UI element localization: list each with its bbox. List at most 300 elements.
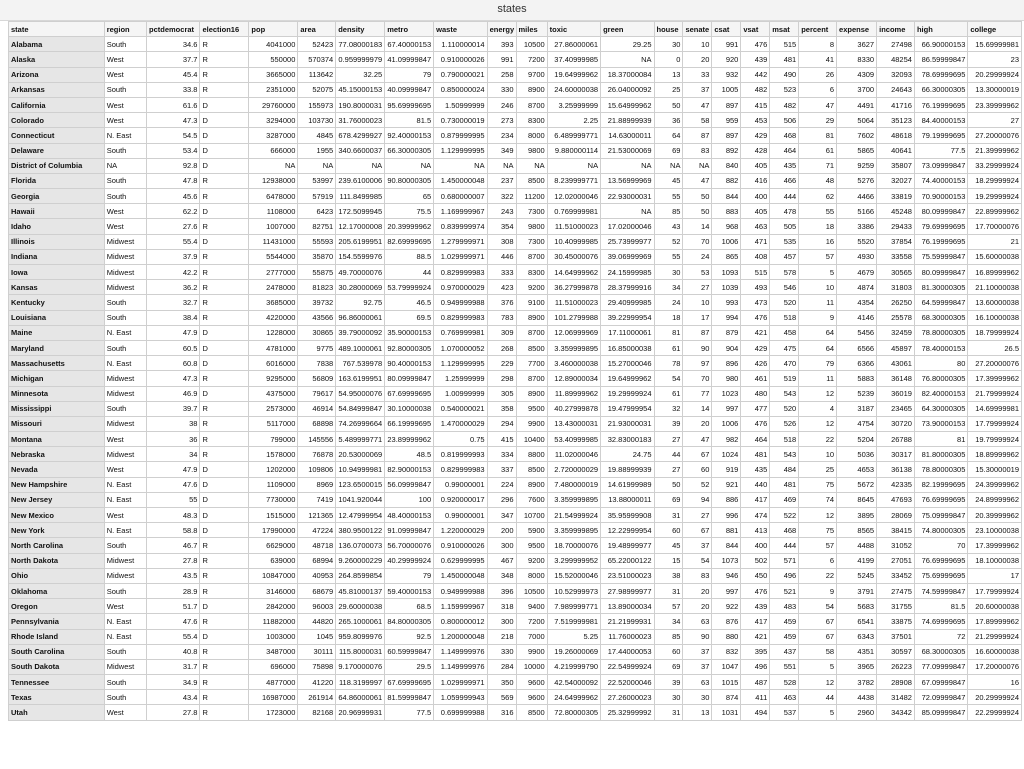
table-cell-energy[interactable]: 316 [487,705,516,720]
table-cell-house[interactable]: 39 [654,675,683,690]
table-cell-vsat[interactable]: 463 [741,219,770,234]
table-cell-college[interactable]: 17.39999962 [968,371,1022,386]
table-cell-college[interactable]: 33.29999924 [968,158,1022,173]
table-cell-vsat[interactable]: 471 [741,234,770,249]
table-cell-high[interactable]: 85.09999847 [914,705,967,720]
table-cell-election16[interactable]: D [200,113,249,128]
table-row[interactable] [9,37,1022,52]
table-cell-vsat[interactable]: 476 [741,37,770,52]
table-cell-msat[interactable]: 437 [770,644,799,659]
table-cell-miles[interactable]: 8000 [516,128,547,143]
table-cell-election16[interactable]: R [200,280,249,295]
table-cell-election16[interactable]: R [200,690,249,705]
table-cell-college[interactable]: 20.29999924 [968,67,1022,82]
table-cell-area[interactable]: 68898 [298,416,336,431]
table-cell-percent[interactable]: 9 [799,583,837,598]
table-cell-percent[interactable]: 11 [799,295,837,310]
column-header-area[interactable]: area [298,22,336,37]
table-cell-area[interactable]: 6423 [298,204,336,219]
table-cell-miles[interactable]: 9700 [516,67,547,82]
table-cell-percent[interactable]: 75 [799,477,837,492]
table-cell-metro[interactable]: 65 [385,189,434,204]
table-cell-senate[interactable]: 37 [683,659,712,674]
table-cell-percent[interactable]: 57 [799,249,837,264]
table-cell-density[interactable]: 265.1000061 [336,614,385,629]
table-cell-pctdemocrat[interactable]: 28.9 [147,583,200,598]
table-cell-miles[interactable]: 9500 [516,538,547,553]
table-cell-waste[interactable]: 0.540000021 [434,401,487,416]
table-cell-green[interactable]: 22.93000031 [601,189,654,204]
table-cell-election16[interactable]: R [200,568,249,583]
table-cell-toxic[interactable]: 8.239999771 [547,173,600,188]
table-row[interactable] [9,249,1022,264]
table-cell-percent[interactable]: 48 [799,173,837,188]
table-cell-energy[interactable]: 268 [487,340,516,355]
table-cell-region[interactable]: N. East [104,325,146,340]
table-cell-density[interactable]: 54.84999847 [336,401,385,416]
table-cell-density[interactable]: 39.79000092 [336,325,385,340]
table-cell-area[interactable]: 113642 [298,67,336,82]
table-cell-percent[interactable]: 11 [799,371,837,386]
table-cell-high[interactable]: 70 [914,538,967,553]
table-cell-toxic[interactable]: 7.519999981 [547,614,600,629]
table-cell-toxic[interactable]: 2.25 [547,113,600,128]
table-cell-election16[interactable]: D [200,477,249,492]
table-cell-msat[interactable]: 537 [770,705,799,720]
table-cell-toxic[interactable]: 19.64999962 [547,67,600,82]
table-cell-college[interactable]: 24.89999962 [968,492,1022,507]
table-cell-energy[interactable]: 300 [487,538,516,553]
table-cell-density[interactable]: 77.08000183 [336,37,385,52]
table-cell-expense[interactable]: 4438 [837,690,877,705]
table-cell-waste[interactable]: 0.829999983 [434,310,487,325]
table-cell-pctdemocrat[interactable]: 34 [147,447,200,462]
table-cell-metro[interactable]: 48.40000153 [385,508,434,523]
table-cell-high[interactable]: 79.69999695 [914,219,967,234]
table-row[interactable] [9,158,1022,173]
table-cell-high[interactable]: 70.90000153 [914,189,967,204]
table-cell-pctdemocrat[interactable]: 34.9 [147,675,200,690]
table-cell-metro[interactable]: 66.19999695 [385,416,434,431]
table-cell-expense[interactable]: 3965 [837,659,877,674]
row-label-cell[interactable]: Texas [9,690,105,705]
table-cell-election16[interactable]: D [200,356,249,371]
table-cell-income[interactable]: 31052 [877,538,915,553]
table-cell-msat[interactable]: 481 [770,52,799,67]
table-cell-pctdemocrat[interactable]: 43.5 [147,568,200,583]
table-cell-expense[interactable]: 3627 [837,37,877,52]
row-label-cell[interactable]: District of Columbia [9,158,105,173]
table-cell-college[interactable]: 26.5 [968,340,1022,355]
table-row[interactable] [9,416,1022,431]
table-cell-toxic[interactable]: 3.299999952 [547,553,600,568]
table-cell-senate[interactable]: 37 [683,644,712,659]
row-label-cell[interactable]: Michigan [9,371,105,386]
table-cell-energy[interactable]: 393 [487,37,516,52]
table-cell-miles[interactable]: 8300 [516,113,547,128]
table-cell-metro[interactable]: 82.69999695 [385,234,434,249]
table-cell-income[interactable]: 31803 [877,280,915,295]
table-cell-pop[interactable]: 17990000 [249,523,298,538]
table-cell-energy[interactable]: 284 [487,659,516,674]
table-cell-vsat[interactable]: 417 [741,614,770,629]
table-cell-pop[interactable]: 11431000 [249,234,298,249]
table-cell-college[interactable]: 19.79999924 [968,432,1022,447]
table-cell-expense[interactable]: 8330 [837,52,877,67]
table-cell-senate[interactable]: 37 [683,538,712,553]
table-cell-high[interactable]: 76.80000305 [914,371,967,386]
table-row[interactable] [9,538,1022,553]
column-header-state[interactable]: state [9,22,105,37]
table-cell-house[interactable]: 24 [654,295,683,310]
table-cell-senate[interactable]: 33 [683,67,712,82]
table-cell-metro[interactable]: 56.70000076 [385,538,434,553]
table-cell-pop[interactable]: 799000 [249,432,298,447]
table-cell-percent[interactable]: 64 [799,325,837,340]
table-cell-election16[interactable]: D [200,158,249,173]
table-cell-percent[interactable]: 10 [799,447,837,462]
table-cell-vsat[interactable]: 480 [741,386,770,401]
table-cell-income[interactable]: 32093 [877,67,915,82]
table-cell-metro[interactable]: 91.09999847 [385,523,434,538]
table-cell-toxic[interactable]: 36.27999878 [547,280,600,295]
table-cell-toxic[interactable]: 27.86000061 [547,37,600,52]
table-cell-house[interactable]: 64 [654,128,683,143]
row-label-cell[interactable]: Massachusetts [9,356,105,371]
table-cell-miles[interactable]: 9100 [516,295,547,310]
table-cell-metro[interactable]: 79 [385,568,434,583]
table-cell-vsat[interactable]: 428 [741,143,770,158]
table-cell-senate[interactable]: 54 [683,553,712,568]
row-label-cell[interactable]: Idaho [9,219,105,234]
table-cell-region[interactable]: South [104,37,146,52]
table-cell-percent[interactable]: 67 [799,614,837,629]
table-cell-msat[interactable]: 506 [770,113,799,128]
table-cell-vsat[interactable]: 493 [741,280,770,295]
table-cell-income[interactable]: 47693 [877,492,915,507]
table-cell-energy[interactable]: 446 [487,249,516,264]
table-row[interactable] [9,234,1022,249]
table-cell-area[interactable]: 55593 [298,234,336,249]
table-cell-green[interactable]: 24.15999985 [601,265,654,280]
table-cell-area[interactable]: 261914 [298,690,336,705]
table-cell-miles[interactable]: 8000 [516,568,547,583]
row-label-cell[interactable]: Delaware [9,143,105,158]
row-label-cell[interactable]: Indiana [9,249,105,264]
table-cell-green[interactable]: 35.95999908 [601,508,654,523]
table-cell-college[interactable]: 24.39999962 [968,477,1022,492]
table-cell-high[interactable]: 64.59999847 [914,295,967,310]
table-cell-density[interactable]: 12.17000008 [336,219,385,234]
table-cell-region[interactable]: South [104,189,146,204]
table-cell-region[interactable]: N. East [104,356,146,371]
row-label-cell[interactable]: Utah [9,705,105,720]
table-cell-waste[interactable]: 0.970000029 [434,280,487,295]
table-cell-college[interactable]: 17.79999924 [968,416,1022,431]
table-cell-vsat[interactable]: 426 [741,356,770,371]
table-cell-waste[interactable]: 1.159999967 [434,599,487,614]
table-cell-density[interactable]: 31.76000023 [336,113,385,128]
table-cell-region[interactable]: West [104,432,146,447]
table-cell-energy[interactable]: 200 [487,523,516,538]
table-cell-miles[interactable]: 8700 [516,97,547,112]
table-cell-csat[interactable]: 1031 [712,705,741,720]
table-cell-high[interactable]: 74.59999847 [914,583,967,598]
table-cell-expense[interactable]: 4653 [837,462,877,477]
table-cell-pctdemocrat[interactable]: 60.8 [147,356,200,371]
table-cell-miles[interactable]: 8300 [516,265,547,280]
table-cell-election16[interactable]: R [200,371,249,386]
table-cell-region[interactable]: South [104,675,146,690]
table-cell-area[interactable]: 41220 [298,675,336,690]
table-cell-area[interactable]: 43566 [298,310,336,325]
table-cell-region[interactable]: South [104,310,146,325]
table-cell-waste[interactable]: 1.25999999 [434,371,487,386]
table-cell-pop[interactable]: 1007000 [249,219,298,234]
table-cell-vsat[interactable]: 421 [741,629,770,644]
table-cell-waste[interactable]: 1.070000052 [434,340,487,355]
table-cell-area[interactable]: 48718 [298,538,336,553]
table-cell-area[interactable]: 4845 [298,128,336,143]
table-cell-expense[interactable]: 4309 [837,67,877,82]
table-cell-density[interactable]: 9.170000076 [336,659,385,674]
table-cell-csat[interactable]: 844 [712,189,741,204]
table-cell-region[interactable]: Midwest [104,371,146,386]
table-cell-income[interactable]: 36138 [877,462,915,477]
table-cell-region[interactable]: South [104,401,146,416]
table-cell-senate[interactable]: 60 [683,462,712,477]
table-cell-college[interactable]: 17.70000076 [968,219,1022,234]
table-cell-green[interactable]: 28.37999916 [601,280,654,295]
table-cell-house[interactable]: NA [654,158,683,173]
table-cell-college[interactable]: 17.20000076 [968,659,1022,674]
table-cell-waste[interactable]: 0.99000001 [434,477,487,492]
table-cell-college[interactable]: 13.60000038 [968,295,1022,310]
row-label-cell[interactable]: Arizona [9,67,105,82]
table-cell-election16[interactable]: R [200,447,249,462]
table-cell-election16[interactable]: D [200,128,249,143]
table-cell-pctdemocrat[interactable]: 58.8 [147,523,200,538]
table-cell-expense[interactable]: 5683 [837,599,877,614]
table-cell-election16[interactable]: R [200,416,249,431]
row-label-cell[interactable]: Pennsylvania [9,614,105,629]
table-cell-toxic[interactable]: 24.60000038 [547,82,600,97]
table-cell-toxic[interactable]: 19.26000069 [547,644,600,659]
table-cell-expense[interactable]: 4199 [837,553,877,568]
table-cell-college[interactable]: 19.29999924 [968,189,1022,204]
table-cell-energy[interactable]: 337 [487,462,516,477]
table-cell-csat[interactable]: 997 [712,401,741,416]
table-cell-college[interactable]: 15.69999981 [968,37,1022,52]
table-cell-metro[interactable]: 29.5 [385,659,434,674]
table-cell-senate[interactable]: NA [683,158,712,173]
table-cell-pop[interactable]: 666000 [249,143,298,158]
table-cell-percent[interactable]: 79 [799,356,837,371]
table-cell-miles[interactable]: 7300 [516,204,547,219]
table-cell-msat[interactable]: 469 [770,492,799,507]
table-cell-pop[interactable]: 9295000 [249,371,298,386]
table-cell-college[interactable]: 21.29999924 [968,629,1022,644]
table-cell-waste[interactable]: 1.149999976 [434,644,487,659]
table-cell-density[interactable]: 45.81000137 [336,583,385,598]
table-cell-density[interactable]: 136.0700073 [336,538,385,553]
table-cell-metro[interactable]: 44 [385,265,434,280]
table-cell-high[interactable]: 86.59999847 [914,52,967,67]
table-cell-toxic[interactable]: 11.02000046 [547,447,600,462]
table-cell-area[interactable]: 79617 [298,386,336,401]
table-cell-csat[interactable]: 980 [712,371,741,386]
table-cell-region[interactable]: N. East [104,614,146,629]
table-cell-green[interactable]: 13.89000034 [601,599,654,614]
table-row[interactable] [9,173,1022,188]
table-cell-senate[interactable]: 58 [683,113,712,128]
table-cell-csat[interactable]: 896 [712,356,741,371]
table-cell-pctdemocrat[interactable]: 27.8 [147,553,200,568]
table-cell-percent[interactable]: 25 [799,462,837,477]
table-cell-house[interactable]: 60 [654,644,683,659]
table-cell-area[interactable]: 103730 [298,113,336,128]
table-cell-csat[interactable]: 897 [712,97,741,112]
table-cell-area[interactable]: 75898 [298,659,336,674]
table-cell-csat[interactable]: 904 [712,340,741,355]
table-cell-metro[interactable]: 84.80000305 [385,614,434,629]
table-cell-csat[interactable]: 832 [712,644,741,659]
row-label-cell[interactable]: North Dakota [9,553,105,568]
table-cell-miles[interactable]: 7300 [516,234,547,249]
row-label-cell[interactable]: Hawaii [9,204,105,219]
table-cell-waste[interactable]: 0.819999993 [434,447,487,462]
table-cell-green[interactable]: 65.22000122 [601,553,654,568]
table-cell-green[interactable]: 13.88000011 [601,492,654,507]
table-cell-area[interactable]: 68679 [298,583,336,598]
table-cell-pop[interactable]: 16987000 [249,690,298,705]
table-cell-percent[interactable]: 74 [799,492,837,507]
table-cell-high[interactable]: 73.90000153 [914,416,967,431]
table-cell-green[interactable]: 15.27000046 [601,356,654,371]
table-cell-density[interactable]: 767.539978 [336,356,385,371]
table-cell-pop[interactable]: 4375000 [249,386,298,401]
table-cell-vsat[interactable]: 474 [741,508,770,523]
row-label-cell[interactable]: Montana [9,432,105,447]
table-cell-metro[interactable]: 20.39999962 [385,219,434,234]
table-cell-election16[interactable]: D [200,462,249,477]
table-cell-msat[interactable]: 526 [770,416,799,431]
table-cell-energy[interactable]: 330 [487,82,516,97]
table-cell-msat[interactable]: 543 [770,447,799,462]
table-cell-election16[interactable]: R [200,37,249,52]
table-cell-vsat[interactable]: 405 [741,158,770,173]
table-cell-msat[interactable]: 459 [770,629,799,644]
table-cell-vsat[interactable]: 400 [741,189,770,204]
table-cell-area[interactable]: 46914 [298,401,336,416]
table-cell-pctdemocrat[interactable]: 54.5 [147,128,200,143]
table-cell-expense[interactable]: 3782 [837,675,877,690]
table-cell-csat[interactable]: 1047 [712,659,741,674]
row-label-cell[interactable]: Kentucky [9,295,105,310]
table-cell-csat[interactable]: 844 [712,538,741,553]
table-cell-green[interactable]: 21.53000069 [601,143,654,158]
table-cell-college[interactable]: 15.60000038 [968,249,1022,264]
table-cell-density[interactable]: 190.8000031 [336,97,385,112]
table-cell-toxic[interactable]: 12.06999969 [547,325,600,340]
table-cell-house[interactable]: 0 [654,52,683,67]
table-cell-election16[interactable]: D [200,599,249,614]
table-cell-college[interactable]: 17 [968,568,1022,583]
table-cell-miles[interactable]: 5900 [516,523,547,538]
table-cell-percent[interactable]: 54 [799,599,837,614]
table-cell-green[interactable]: 14.63000011 [601,128,654,143]
table-cell-metro[interactable]: 56.09999847 [385,477,434,492]
table-cell-income[interactable]: 25578 [877,310,915,325]
table-cell-csat[interactable]: 865 [712,249,741,264]
table-row[interactable] [9,508,1022,523]
table-cell-region[interactable]: South [104,538,146,553]
table-cell-energy[interactable]: 376 [487,295,516,310]
table-row[interactable] [9,386,1022,401]
table-cell-energy[interactable]: 294 [487,416,516,431]
table-cell-density[interactable]: 92.75 [336,295,385,310]
table-cell-vsat[interactable]: 411 [741,690,770,705]
table-cell-waste[interactable]: 0.99000001 [434,508,487,523]
table-cell-expense[interactable]: 9259 [837,158,877,173]
table-cell-expense[interactable]: 4754 [837,416,877,431]
table-cell-energy[interactable]: 243 [487,204,516,219]
table-cell-green[interactable]: 17.02000046 [601,219,654,234]
table-cell-vsat[interactable]: 413 [741,523,770,538]
table-cell-expense[interactable]: 3895 [837,508,877,523]
table-cell-waste[interactable]: 1.110000014 [434,37,487,52]
table-cell-density[interactable]: 264.8599854 [336,568,385,583]
table-cell-csat[interactable]: 882 [712,173,741,188]
table-cell-pop[interactable]: 10847000 [249,568,298,583]
table-cell-percent[interactable]: 71 [799,158,837,173]
column-header-energy[interactable]: energy [487,22,516,37]
row-label-cell[interactable]: Oregon [9,599,105,614]
table-cell-metro[interactable]: 53.79999924 [385,280,434,295]
table-cell-college[interactable]: 23.39999962 [968,97,1022,112]
table-row[interactable] [9,295,1022,310]
table-cell-college[interactable]: 23.10000038 [968,523,1022,538]
table-cell-energy[interactable]: 349 [487,143,516,158]
table-cell-high[interactable]: 82.40000153 [914,386,967,401]
table-cell-pctdemocrat[interactable]: 45.6 [147,189,200,204]
table-cell-area[interactable]: 121365 [298,508,336,523]
table-cell-house[interactable]: 30 [654,37,683,52]
table-cell-election16[interactable]: D [200,340,249,355]
table-cell-pctdemocrat[interactable]: 36.2 [147,280,200,295]
table-cell-pop[interactable]: 6629000 [249,538,298,553]
table-cell-expense[interactable]: 4874 [837,280,877,295]
table-cell-green[interactable]: 19.64999962 [601,371,654,386]
table-cell-high[interactable]: 72.09999847 [914,690,967,705]
table-cell-pop[interactable]: 2478000 [249,280,298,295]
table-cell-election16[interactable]: R [200,432,249,447]
table-cell-msat[interactable]: 475 [770,340,799,355]
table-cell-house[interactable]: 61 [654,386,683,401]
table-cell-density[interactable]: 30.28000069 [336,280,385,295]
column-header-miles[interactable]: miles [516,22,547,37]
table-cell-pctdemocrat[interactable]: 27.6 [147,219,200,234]
table-cell-pctdemocrat[interactable]: 48.3 [147,508,200,523]
table-cell-college[interactable]: 27 [968,113,1022,128]
table-cell-metro[interactable]: 30.10000038 [385,401,434,416]
table-cell-income[interactable]: 24643 [877,82,915,97]
table-cell-area[interactable]: 1045 [298,629,336,644]
table-cell-csat[interactable]: 946 [712,568,741,583]
table-cell-college[interactable]: 14.69999981 [968,401,1022,416]
table-cell-pop[interactable]: 6478000 [249,189,298,204]
table-cell-metro[interactable]: 81.59999847 [385,690,434,705]
